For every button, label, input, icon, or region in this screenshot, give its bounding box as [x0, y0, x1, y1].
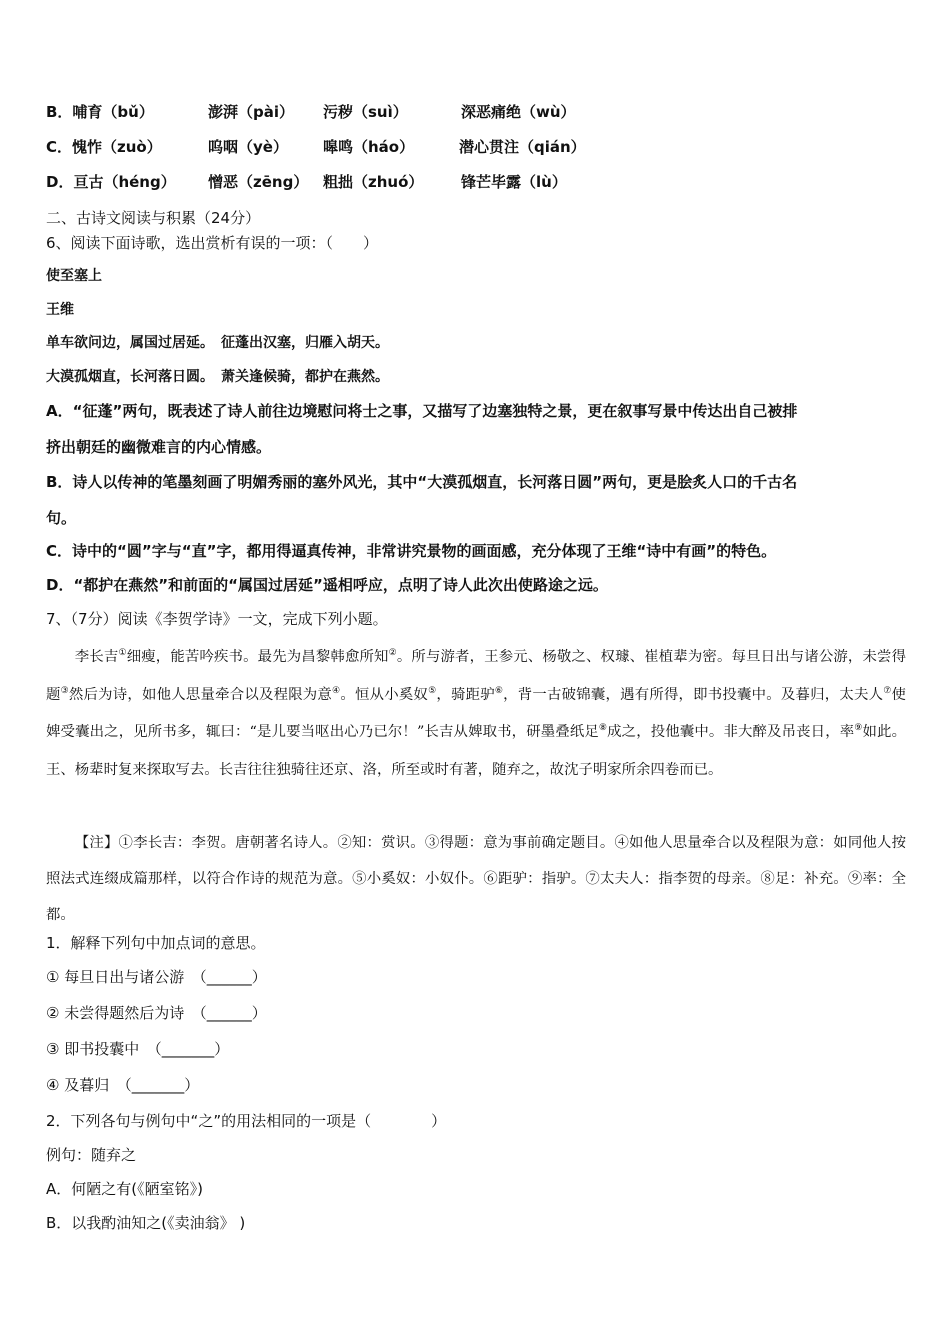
note-marker: ①: [118, 648, 127, 659]
q5-option-d-1: D．亘古（héng）: [46, 173, 176, 191]
poem-line-2: 大漠孤烟直，长河落日圆。 萧关逢候骑，都护在燕然。: [46, 369, 389, 385]
note-marker: ②: [388, 648, 397, 659]
q5-option-c-2: 呜咽（yè）: [208, 138, 288, 156]
q7-option-a: A．何陋之有(《陋室铭》): [46, 1180, 203, 1198]
q5-option-c-4: 潜心贯注（qián）: [459, 138, 586, 156]
passage-text: 李长吉: [74, 649, 119, 665]
q7-sub-question-1: 1．解释下列句中加点词的意思。: [46, 934, 266, 952]
q7-annotation: 【注】①李长吉：李贺。唐朝著名诗人。②知：赏识。③得题：意为事前确定题目。④如他人思量牵合以及程限为意：如同他人按照法式连缀成篇那样，以符合作诗的规范为意。⑤小奚奴：小奴仆。⑥距驴：指驴。⑦太夫人：指李贺的母亲。⑧足：补充。⑨率：全都。: [46, 835, 906, 923]
q7-option-b: B．以我酌油知之(《卖油翁》 ): [46, 1214, 246, 1232]
note-marker: ⑧: [598, 723, 608, 734]
q6-option-b-line-2: 句。: [46, 509, 77, 527]
q5-option-b-1: B．哺育（bǔ）: [46, 103, 154, 121]
q7-item-3: ③ 即书投囊中 （_______）: [46, 1040, 230, 1058]
passage-text: 。所与游者，王参元、杨敬之、权璩、崔植辈为密。每旦日出与诸公游，未尝得题: [46, 649, 906, 703]
passage-text: 如此。王、杨辈时复来探取写去。长吉往往独骑往还京、洛，所至或时有著，随弃之，故沈子明家所余四卷而已。: [46, 724, 906, 778]
poem-line-1: 单车欲问边，属国过居延。 征蓬出汉塞，归雁入胡天。: [46, 335, 389, 351]
q5-option-b-2: 澎湃（pài）: [208, 103, 295, 121]
q5-option-c-3: 嗥鸣（háo）: [323, 138, 415, 156]
q7-example: 例句：随弃之: [46, 1146, 137, 1164]
q6-stem: 6、阅读下面诗歌，选出赏析有误的一项：（ ）: [46, 234, 379, 252]
q7-stem: 7、（7分）阅读《李贺学诗》一文，完成下列小题。: [46, 610, 388, 628]
q7-sub-question-2: 2．下列各句与例句中“之”的用法相同的一项是（ ）: [46, 1112, 447, 1130]
q6-option-c: C．诗中的“圆”字与“直”字，都用得逼真传神，非常讲究景物的画面感，充分体现了王维“诗中有画”的特色。: [46, 542, 777, 560]
q5-option-d-2: 憎恶（zēng）: [208, 173, 309, 191]
q6-option-b-line-1: B．诗人以传神的笔墨刻画了明媚秀丽的塞外风光，其中“大漠孤烟直，长河落日圆”两句，更是脍炙人口的千古名: [46, 473, 798, 491]
q7-item-2: ② 未尝得题然后为诗 （______）: [46, 1004, 267, 1022]
note-marker: ⑥: [494, 685, 504, 696]
q6-option-d: D．“都护在燕然”和前面的“属国过居延”遥相呼应，点明了诗人此次出使路途之远。: [46, 576, 608, 594]
q5-option-d-4: 锋芒毕露（lù）: [461, 173, 567, 191]
q7-passage: [46, 639, 906, 789]
passage-text: 成之，投他囊中。非大醉及吊丧日，率: [607, 724, 855, 740]
q7-item-1: ① 每旦日出与诸公游 （______）: [46, 968, 267, 986]
note-marker: ⑨: [854, 723, 863, 734]
note-marker: ④: [332, 685, 341, 696]
q5-option-c-1: C．愧怍（zuò）: [46, 138, 162, 156]
q6-option-a-line-2: 挤出朝廷的幽微难言的内心情感。: [46, 438, 272, 456]
passage-text: 使婢受囊出之，见所书多，辄曰：“是儿要当呕出心乃已尔！”长吉从婢取书，研墨叠纸足: [46, 686, 906, 740]
section-heading: 二、古诗文阅读与积累（24分）: [46, 209, 261, 227]
q7-item-4: ④ 及暮归 （_______）: [46, 1076, 200, 1094]
note-marker: ⑤: [428, 685, 437, 696]
poem-title: 使至塞上: [46, 268, 102, 284]
note-marker: ③: [60, 685, 69, 696]
note-marker: ⑦: [883, 685, 892, 696]
q5-option-b-4: 深恶痛绝（wù）: [461, 103, 576, 121]
passage-text: 细瘦，能苦吟疾书。最先为昌黎韩愈所知: [126, 649, 389, 665]
passage-text: 。恒从小奚奴: [340, 686, 429, 703]
poem-author: 王维: [46, 302, 74, 318]
q6-option-a-line-1: A．“征蓬”两句，既表述了诗人前往边境慰问将士之事，又描写了边塞独特之景，更在叙事写景中传达出自己被排: [46, 402, 798, 420]
passage-text: ，骑距驴: [436, 686, 495, 703]
passage-text: 然后为诗，如他人思量牵合以及程限为意: [68, 686, 333, 703]
q5-option-b-3: 污秽（suì）: [323, 103, 408, 121]
q5-option-d-3: 粗拙（zhuó）: [323, 173, 424, 191]
passage-text: ，背一古破锦囊，遇有所得，即书投囊中。及暮归，太夫人: [503, 686, 884, 703]
